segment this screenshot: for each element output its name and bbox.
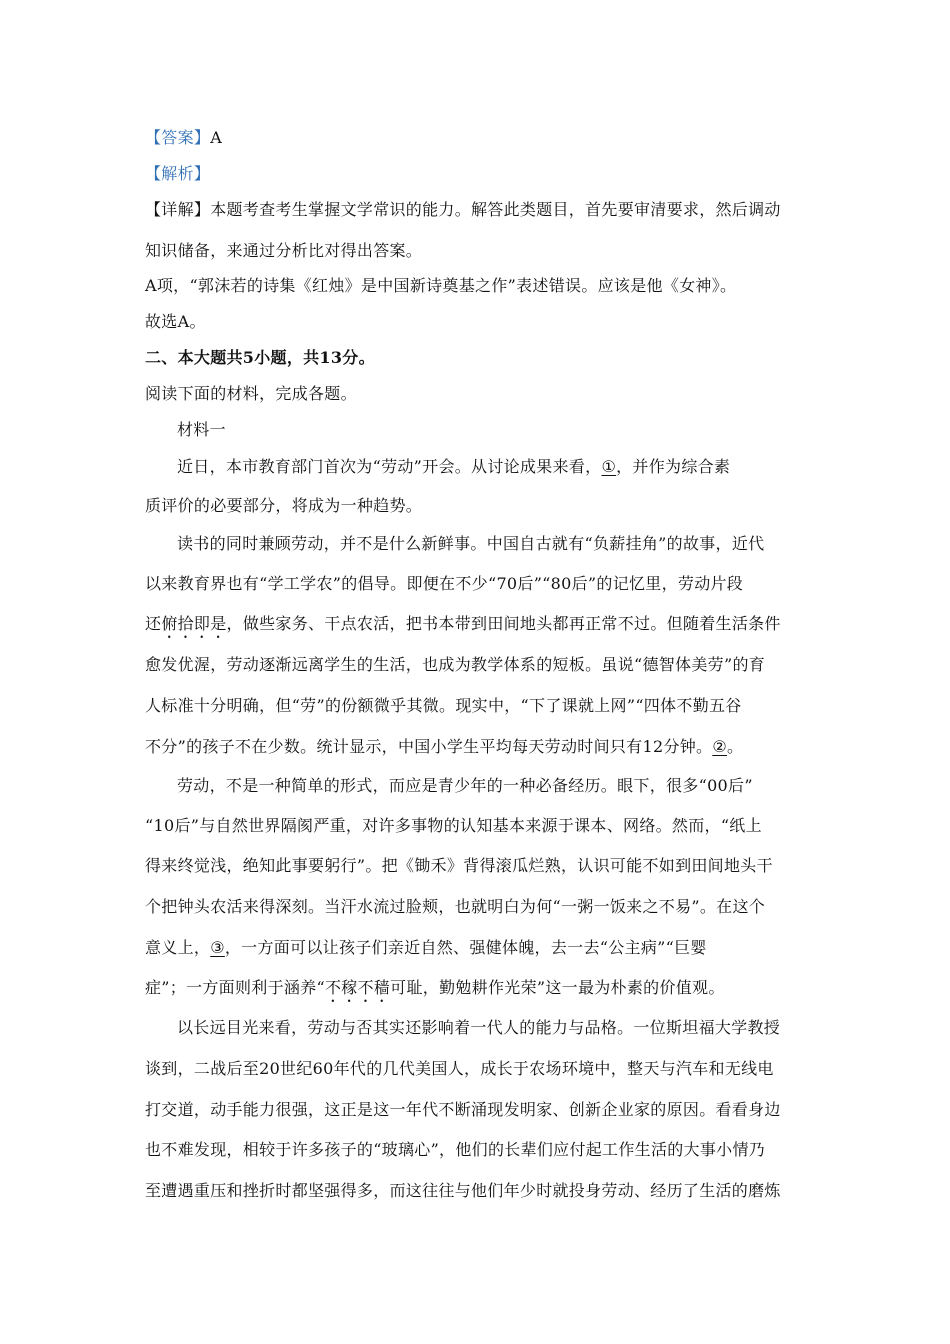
passage-p2-line-5: 人标准十分明确，但“劳”的份额微乎其微。现实中，“下了课就上网”“四体不勤五谷 [145, 696, 742, 715]
passage-text: ，做些家务、干点农活，把书本带到田间地头都再正常不过。但随着生活条件 [226, 614, 781, 633]
detail-line-3: A项，“郭沫若的诗集《红烛》是中国新诗奠基之作”表述错误。应该是他《女神》。 [145, 276, 737, 295]
passage-p4-line-2: 谈到，二战后至20世纪60年代的几代美国人，成长于农场环境中，整天与汽车和无线电 [145, 1059, 774, 1078]
analysis-label: 【解析】 [145, 164, 211, 183]
passage-text: ，并作为综合素 [616, 457, 731, 476]
passage-p3-line-1: 劳动，不是一种简单的形式，而应是青少年的一种必备经历。眼下，很多“00后” [177, 776, 753, 795]
passage-p2-line-1: 读书的同时兼顾劳动，并不是什么新鲜事。中国自古就有“负薪挂角”的故事，近代 [177, 534, 765, 553]
emphasis-phrase-1: 俯拾即是 [161, 614, 227, 633]
material-title: 材料一 [177, 420, 226, 439]
passage-p4-line-1: 以长远目光来看，劳动与否其实还影响着一代人的能力与品格。一位斯坦福大学教授 [177, 1018, 781, 1037]
passage-p3-line-3: 得来终觉浅，绝知此事要躬行”。把《锄禾》背得滚瓜烂熟，认识可能不如到田间地头干 [145, 856, 773, 875]
detail-line-4: 故选A。 [145, 312, 206, 331]
analysis-line [145, 162, 210, 186]
blank-3: ③ [210, 938, 225, 957]
detail-line-1 [145, 198, 781, 222]
passage-p4-line-5: 至遭遇重压和挫折时都坚强得多，而这往往与他们年少时就投身劳动、经历了生活的磨炼 [145, 1181, 781, 1200]
detail-label: 【详解】 [145, 200, 211, 219]
answer-label: 【答案】 [145, 128, 211, 147]
passage-text: 还 [145, 614, 162, 633]
answer-line [145, 126, 222, 150]
passage-p2-line-6 [145, 735, 743, 759]
emphasis-phrase-2: 不稼不穑 [324, 978, 391, 997]
passage-p1-line-2: 质评价的必要部分，将成为一种趋势。 [145, 496, 423, 515]
passage-p2-line-4: 愈发优渥，劳动逐渐远离学生的生活，也成为教学体系的短板。虽说“德智体美劳”的育 [145, 655, 766, 674]
passage-text: 意义上， [145, 938, 211, 957]
passage-text: 可耻，勤勉耕作光荣”这一最为朴素的价值观。 [390, 978, 725, 997]
passage-p4-line-4: 也不难发现，相较于许多孩子的“玻璃心”，他们的长辈们应付起工作生活的大事小情乃 [145, 1140, 766, 1159]
passage-p3-line-2: “10后”与自然世界隔阂严重，对许多事物的认知基本来源于课本、网络。然而，“纸上 [145, 816, 762, 835]
passage-p2-line-3 [145, 612, 781, 642]
passage-p2-line-2: 以来教育界也有“学工学农”的倡导。即便在不少“70后”“80后”的记忆里，劳动片段 [145, 574, 744, 593]
passage-text: ，一方面可以让孩子们亲近自然、强健体魄，去一去“公主病”“巨婴 [224, 938, 707, 957]
detail-text-1: 本题考查考生掌握文学常识的能力。解答此类题目，首先要审清要求，然后调动 [210, 200, 781, 219]
passage-p3-line-5 [145, 936, 707, 960]
passage-text: 近日，本市教育部门首次为“劳动”开会。从讨论成果来看， [177, 457, 602, 476]
blank-1: ① [601, 457, 617, 476]
section-heading: 二、本大题共5小题，共13分。 [145, 348, 375, 367]
passage-text: 。 [727, 737, 744, 756]
blank-2: ② [712, 737, 727, 756]
section-instruction: 阅读下面的材料，完成各题。 [145, 384, 357, 403]
answer-value: A [210, 128, 223, 147]
passage-p3-line-6 [145, 976, 725, 1006]
detail-line-2: 知识储备，来通过分析比对得出答案。 [145, 241, 423, 260]
passage-text: 症”；一方面则利于涵养“ [145, 978, 325, 997]
passage-p3-line-4: 个把钟头农活来得深刻。当汗水流过脸颊，也就明白为何“一粥一饭来之不易”。在这个 [145, 897, 766, 916]
passage-p1-line-1 [177, 455, 730, 479]
passage-text: 不分”的孩子不在少数。统计显示，中国小学生平均每天劳动时间只有12分钟。 [145, 737, 713, 756]
passage-p4-line-3: 打交道，动手能力很强，这正是这一年代不断涌现发明家、创新企业家的原因。看看身边 [145, 1100, 781, 1119]
